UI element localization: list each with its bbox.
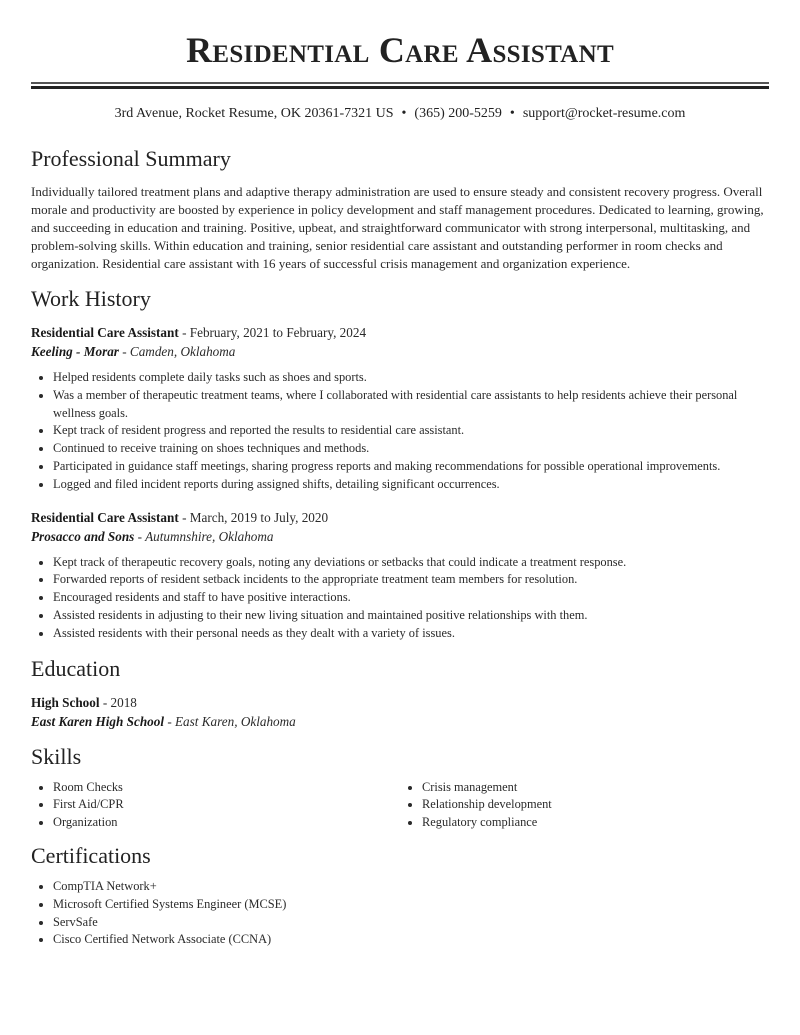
section-heading: Certifications (31, 842, 151, 868)
contact-line (31, 104, 769, 124)
skills-grid (31, 779, 769, 832)
education-entry (31, 693, 769, 731)
list-item: • Logged and filed incident reports during assigned shifts, detailing significant occurrences. (53, 476, 769, 494)
list-item: • Forwarded reports of resident setback incidents to the appropriate treatment team members for resolution. (53, 571, 769, 589)
bullet-separator: • (509, 106, 515, 121)
section-heading: Education (31, 655, 121, 681)
list-item: • First Aid/CPR (53, 796, 400, 814)
skills-column-right (400, 779, 769, 832)
professional-summary-section (31, 145, 769, 273)
job-bullets (31, 369, 769, 494)
job-bullets (31, 554, 769, 643)
job-company-line (31, 527, 769, 546)
job-dates: - March, 2019 to July, 2020 (178, 509, 329, 525)
resume-title: Residential Care Assistant (186, 30, 614, 70)
job-title: Residential Care Assistant (31, 325, 179, 340)
list-item: • Room Checks (53, 779, 400, 797)
list-item: • Organization (53, 814, 400, 832)
list-item: • Assisted residents with their personal needs as they dealt with a variety of issues. (53, 625, 769, 643)
list-item: • Was a member of therapeutic treatment teams, where I collaborated with residential care assistants to help residents achieve their personal wellness goals. (53, 387, 769, 423)
list-item: • Microsoft Certified Systems Engineer (MCSE) (53, 896, 769, 914)
job-title-line (31, 508, 769, 527)
list-item: • Participated in guidance staff meetings, sharing progress reports and making recommendations for possible operational improvements. (53, 458, 769, 476)
list-item: • CompTIA Network+ (53, 878, 769, 896)
certifications-list (31, 878, 769, 949)
list-item: • Encouraged residents and staff to have positive interactions. (53, 589, 769, 607)
school-line (31, 712, 769, 731)
school-name: East Karen High School (31, 713, 165, 729)
skills-column-left (31, 779, 400, 832)
list-item: • Cisco Certified Network Associate (CCNA) (53, 931, 769, 949)
bullet-separator: • (401, 106, 407, 121)
job-dates: - February, 2021 to February, 2024 (178, 325, 367, 340)
job-entry (31, 323, 769, 494)
list-item: • Regulatory compliance (422, 814, 769, 832)
work-history-section (31, 285, 769, 643)
graduation-year: - 2018 (99, 694, 137, 710)
list-item: • Kept track of resident progress and reported the results to residential care assistant. (53, 422, 769, 440)
job-title: Residential Care Assistant (31, 509, 179, 525)
contact-phone: (365) 200-5259 (414, 106, 502, 121)
title-divider (31, 82, 769, 89)
job-title-line (31, 323, 769, 342)
certifications-section (31, 842, 769, 949)
degree: High School (31, 694, 100, 710)
job-location: - Autumnshire, Oklahoma (134, 528, 274, 544)
summary-text: Individually tailored treatment plans and adaptive therapy administration are used to ensure steady and consistent recovery progress. Overall morale and productivity are boosted by experience in policy development and staff management procedures. Dedicated to learning, growing, and succeeding in education and training. Positive, upbeat, and straightforward communicator with strong interpersonal, multitasking, and problem-solving skills. Within education and training, senior residential care assistant and outstanding performer in room checks and organization. Residential care assistant with 16 years of successful crisis management and organization experience. (31, 184, 764, 271)
job-company: Keeling - Morar (31, 344, 119, 359)
job-company: Prosacco and Sons (31, 528, 135, 544)
school-location: - East Karen, Oklahoma (164, 713, 296, 729)
list-item: • Crisis management (422, 779, 769, 797)
list-item: • Continued to receive training on shoes techniques and methods. (53, 440, 769, 458)
contact-email[interactable]: support@rocket-resume.com (522, 106, 686, 121)
job-entry (31, 508, 769, 643)
degree-line (31, 693, 769, 712)
contact-address: 3rd Avenue, Rocket Resume, OK 20361-7321 US (114, 106, 394, 121)
section-heading: Professional Summary (31, 146, 231, 171)
education-section (31, 655, 769, 731)
section-heading: Skills (31, 743, 82, 769)
list-item: • Assisted residents in adjusting to their new living situation and maintained positive relationships with them. (53, 607, 769, 625)
section-heading: Work History (31, 286, 151, 311)
skills-section (31, 743, 769, 832)
job-company-line (31, 342, 769, 361)
list-item: • Helped residents complete daily tasks such as shoes and sports. (53, 369, 769, 387)
list-item: • Relationship development (422, 796, 769, 814)
list-item: • ServSafe (53, 914, 769, 932)
job-location: - Camden, Oklahoma (118, 344, 236, 359)
list-item: • Kept track of therapeutic recovery goals, noting any deviations or setbacks that could indicate a treatment response. (53, 554, 769, 572)
